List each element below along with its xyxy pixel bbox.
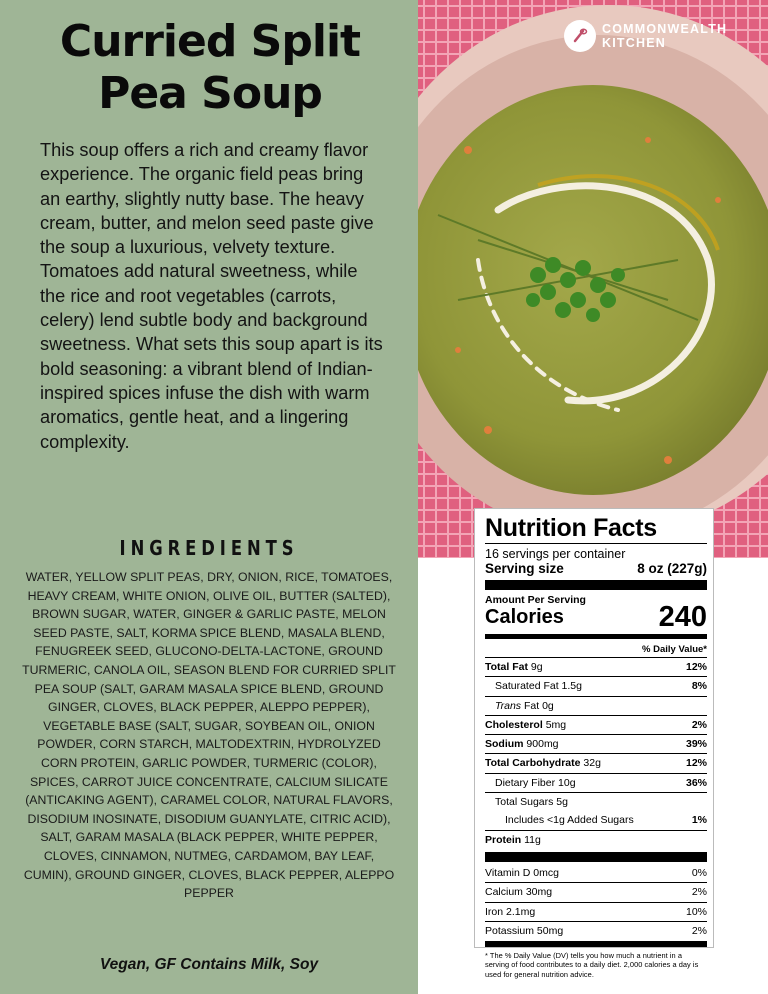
nutrient-row-protein <box>485 831 707 849</box>
brand-mark <box>564 20 727 52</box>
nutrient-row-trans-fat <box>485 697 707 716</box>
allergen-note: Vegan, GF Contains Milk, Soy <box>99 956 319 973</box>
nutrient-row-total-fat <box>485 658 707 677</box>
vitamin-label: Potassium 50mg <box>485 925 564 938</box>
nutrient-row-dietary-fiber <box>485 774 707 793</box>
nutrient-pct: 12% <box>685 757 707 770</box>
daily-value-header: % Daily Value* <box>642 644 707 655</box>
nutrient-label: Total Fat <box>485 661 528 673</box>
ingredients-heading: INGREDIENTS <box>119 536 299 560</box>
nutrient-label: Trans <box>495 699 522 712</box>
nutrient-amount: Fat 0g <box>523 699 554 712</box>
nutrient-amount: 1.5g <box>561 680 582 693</box>
nutrient-pct: 1% <box>691 814 707 827</box>
nutrient-row-sodium <box>485 735 707 754</box>
nutrient-label: Includes <1g Added Sugars <box>505 814 634 827</box>
serving-size <box>485 561 707 577</box>
daily-value-footnote: * The % Daily Value (DV) tells you how much a nutrient in a serving of food contributes to a daily diet. 2,000 calories a day is used for general nutrition advice. <box>485 950 699 979</box>
amount-per-serving: Amount Per Serving <box>485 594 586 606</box>
nutrient-amount: 5g <box>556 796 568 809</box>
nutrient-pct: 39% <box>685 738 707 751</box>
nutrient-amount: 900mg <box>526 738 559 751</box>
nutrition-title: Nutrition Facts <box>485 514 657 542</box>
nutrient-label: Saturated Fat <box>495 680 559 693</box>
nutrient-pct: 2% <box>691 718 707 731</box>
vitamin-pct: 2% <box>691 925 707 938</box>
whisk-icon <box>564 20 596 52</box>
nutrient-label: Total Sugars <box>495 796 554 809</box>
nutrient-row-saturated-fat <box>485 677 707 696</box>
ingredients-list: WATER, YELLOW SPLIT PEAS, DRY, ONION, RICE, TOMATOES, HEAVY CREAM, WHITE ONION, OLIVE OIL, BUTTER (SALTED), BROWN SUGAR, WATER, GINGER & GARLIC PASTE, MELON SEED PASTE, SALT, KORMA SPICE BLEND, MASALA BLEND, FENUGREEK SEED, GLUCONO-DELTA-LACTONE, GROUND TURMERIC, CANOLA OIL, SEASON BLEND FOR CURRIED SPLIT PEA SOUP (SALT, GARAM MASALA SPICE BLEND, GROUND GINGER, CLOVES, BLACK PEPPER, ALEPPO PEPPER), VEGETABLE BASE (SALT, SUGAR, SOYBEAN OIL, ONION POWDER, CORN STARCH, MALTODEXTRIN, HYDROLYZED CORN PROTEIN, GARLIC POWDER, TURMERIC (COLOR), SPICES, CARROT JUICE CONCENTRATE, CALCIUM SILICATE (ANTICAKING AGENT), CARAMEL COLOR, NATURAL FLAVORS, DISODIUM INOSINATE, DISODIUM GUANYLATE, CITRIC ACID), SALT, GARAM MASALA (BLACK PEPPER, WHITE PEPPER, CLOVES, CINNAMON, NUTMEG, CARDAMOM, BAY LEAF, CUMIN), GROUND GINGER, CLOVES, BLACK PEPPER, ALEPPO PEPPER <box>22 570 396 901</box>
nutrient-pct: 8% <box>691 680 707 693</box>
vitamin-pct: 2% <box>691 886 707 899</box>
nutrient-label: Protein <box>485 833 522 846</box>
soup-photo <box>418 0 768 558</box>
vitamin-row-potassium <box>485 922 707 942</box>
nutrient-label: Total Carbohydrate <box>485 757 581 770</box>
vitamin-row-iron <box>485 903 707 923</box>
nutrient-amount: 9g <box>530 661 543 673</box>
page-title: Curried Split Pea Soup <box>59 16 361 119</box>
nutrient-pct: 12% <box>685 661 707 673</box>
servings-per-container: 16 servings per container <box>485 547 626 561</box>
serving-size-label: Serving size <box>485 561 564 576</box>
brand-name-line1: COMMONWEALTH <box>602 22 728 36</box>
vitamin-label: Iron 2.1mg <box>485 905 536 918</box>
calories-row <box>485 602 707 632</box>
nutrient-label: Sodium <box>485 738 524 751</box>
nutrient-row-total-carbohydrate <box>485 754 707 773</box>
calories-value: 240 <box>658 601 707 633</box>
nutrition-facts-label <box>474 508 714 979</box>
vitamin-row-d <box>485 864 707 884</box>
calories-label: Calories <box>485 606 564 628</box>
vitamin-label: Calcium 30mg <box>485 886 553 899</box>
nutrient-label: Dietary Fiber <box>495 776 556 789</box>
vitamin-label: Vitamin D 0mcg <box>485 866 559 879</box>
vitamin-pct: 10% <box>685 905 707 918</box>
nutrient-row-total-sugars <box>485 793 707 811</box>
nutrient-row-added-sugars <box>485 811 707 830</box>
nutrient-amount: 10g <box>558 776 576 789</box>
nutrient-amount: 32g <box>583 757 601 770</box>
soup-bowl-illustration <box>418 0 768 558</box>
vitamin-row-calcium <box>485 883 707 903</box>
vitamin-pct: 0% <box>691 866 707 879</box>
serving-size-value: 8 oz (227g) <box>637 561 707 576</box>
nutrient-label: Cholesterol <box>485 718 543 731</box>
nutrient-row-cholesterol <box>485 716 707 735</box>
nutrient-amount: 5mg <box>545 718 567 731</box>
nutrient-pct: 36% <box>685 776 707 789</box>
nutrient-amount: 11g <box>524 833 541 846</box>
brand-name-line2: KITCHEN <box>602 36 666 50</box>
product-description: This soup offers a rich and creamy flavor experience. The organic field peas bring an earthy, slightly nutty base. The heavy cream, butter, and melon seed paste give the soup a luxurious, velvety texture. Tomatoes add natural sweetness, while the rice and root vegetables (carrots, celery) lend subtle body and background sweetness. What sets this soup apart is its bold seasoning: a vibrant blend of Indian-inspired spices infuse the dish with warm aromatics, gentle heat, and a lingering complexity. <box>40 140 383 452</box>
